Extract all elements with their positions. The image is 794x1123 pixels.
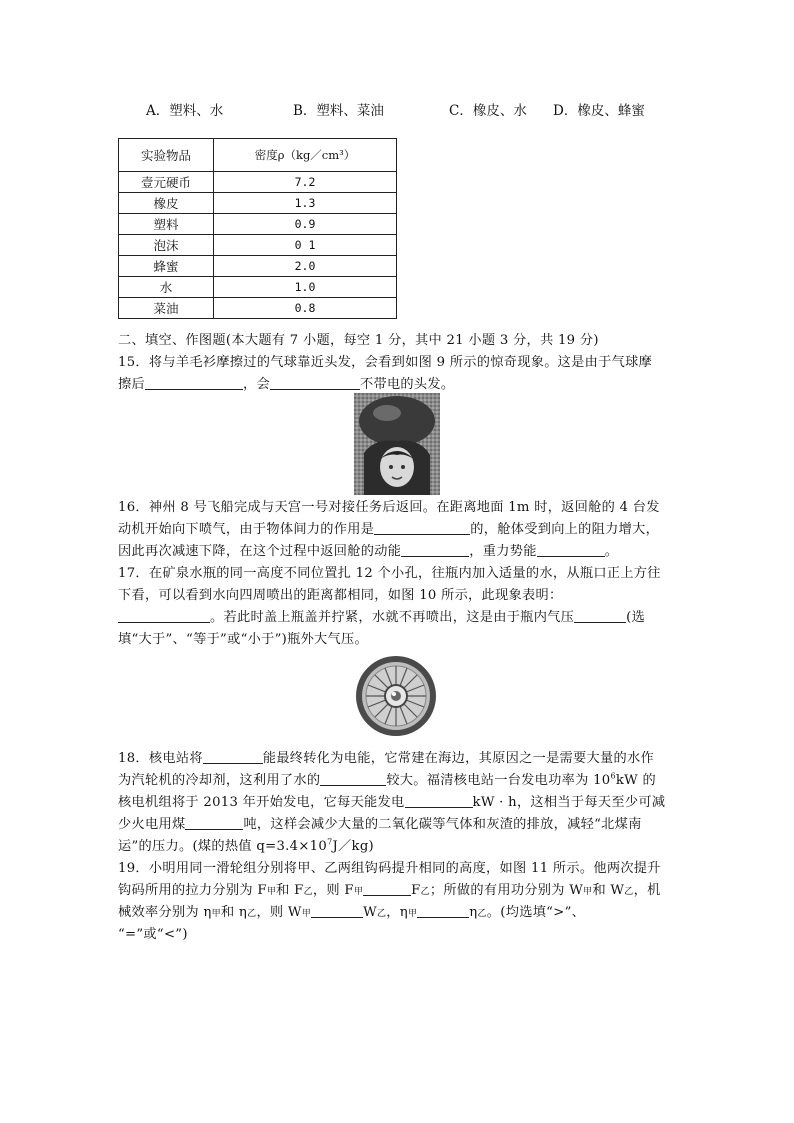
answer-blank[interactable] bbox=[401, 542, 469, 557]
table-cell: 蜂蜜 bbox=[119, 256, 214, 277]
q19-text: ，则 F bbox=[312, 883, 354, 898]
q19-line4: “=”或“<”) bbox=[118, 927, 188, 942]
q17-line3 bbox=[118, 607, 678, 629]
q17-line4: 填“大于”、“等于”或“小于”)瓶外大气压。 bbox=[118, 632, 369, 647]
answer-blank[interactable] bbox=[311, 903, 363, 918]
q19-text: ，机 bbox=[633, 883, 661, 898]
table-cell: 0 1 bbox=[214, 235, 397, 256]
q19-subscript: 甲 bbox=[211, 909, 221, 919]
q19-text: 钩码所用的拉力分别为 F bbox=[118, 883, 267, 898]
table-row bbox=[119, 277, 397, 298]
q19-text: W bbox=[363, 905, 377, 920]
q19-text: ；所做的有用功分别为 W bbox=[429, 883, 584, 898]
table-cell: 壹元硬币 bbox=[119, 172, 214, 193]
table-row bbox=[119, 235, 397, 256]
q18-text: 运”的压力。(煤的热值 q=3.4×10 bbox=[118, 839, 328, 854]
table-row bbox=[119, 193, 397, 214]
choice-a: A．塑料、水 bbox=[146, 103, 224, 119]
answer-blank[interactable] bbox=[145, 375, 243, 390]
q19-text: 和 W bbox=[592, 883, 625, 898]
q19-line3 bbox=[118, 902, 678, 925]
table-cell: 7.2 bbox=[214, 172, 397, 193]
q19-text: ，η bbox=[386, 905, 408, 920]
q18-line5 bbox=[118, 836, 678, 858]
section-heading: 二、填空、作图题(本大题有 7 小题，每空 1 分，其中 21 小题 3 分，共 19 分) bbox=[118, 333, 599, 348]
q19-subscript: 乙 bbox=[247, 909, 257, 919]
q19-subscript: 乙 bbox=[477, 909, 487, 919]
q18-text: 能最终转化为电能，它常建在海边，其原因之一是需要大量的水作 bbox=[262, 751, 654, 766]
q18-text: 吨，这样会减少大量的二氧化碳等气体和灰渣的排放，减轻“北煤南 bbox=[243, 817, 642, 832]
q19-subscript: 乙 bbox=[624, 887, 634, 897]
balloon-hair-photo bbox=[354, 393, 440, 495]
q19-line1: 19．小明用同一滑轮组分别将甲、乙两组钩码提升相同的高度，如图 11 所示。他两次提升 bbox=[118, 861, 661, 876]
table-row bbox=[119, 214, 397, 235]
q15-text: 擦后 bbox=[118, 377, 145, 392]
q18-exponent: 6 bbox=[610, 771, 616, 781]
q18-line3 bbox=[118, 792, 678, 814]
q16-line1: 16．神州 8 号飞船完成与天宫一号对接任务后返回。在距离地面 1m 时，返回舱的 4 台发 bbox=[118, 500, 660, 515]
q19-text: F bbox=[411, 883, 421, 898]
q18-text: kW · h，这相当于每天至少可减 bbox=[472, 795, 666, 810]
q16-text: 。 bbox=[604, 544, 619, 559]
q18-text: 核电机组将于 2013 年开始发电，它每天能发电 bbox=[118, 795, 405, 810]
q18-text: 为汽轮机的冷却剂，这利用了水的 bbox=[118, 773, 321, 788]
q19-text: 。(均选填“>”、 bbox=[486, 905, 586, 920]
answer-blank[interactable] bbox=[320, 771, 386, 786]
q16-line3 bbox=[118, 541, 678, 563]
q19-subscript: 乙 bbox=[420, 887, 430, 897]
q16-text: 动机开始向下喷气，由于物体间力的作用是 bbox=[118, 522, 375, 537]
answer-blank[interactable] bbox=[203, 749, 263, 764]
q15-text: ，会 bbox=[242, 377, 270, 392]
q19-subscript: 乙 bbox=[303, 887, 313, 897]
q19-text: 和 η bbox=[220, 905, 248, 920]
answer-blank[interactable] bbox=[270, 375, 360, 390]
q17-text: (选 bbox=[626, 610, 646, 625]
water-bottle-top-view bbox=[355, 655, 437, 737]
q19-text: 和 F bbox=[276, 883, 304, 898]
table-cell: 0.8 bbox=[214, 298, 397, 319]
table-cell: 2.0 bbox=[214, 256, 397, 277]
table-row bbox=[119, 298, 397, 319]
answer-blank[interactable] bbox=[537, 542, 605, 557]
q17-text: 。若此时盖上瓶盖并拧紧，水就不再喷出，这是由于瓶内气压 bbox=[210, 610, 575, 625]
q18-text: kW 的 bbox=[615, 773, 657, 788]
q16-text: 的，舱体受到向上的阻力增大， bbox=[470, 522, 660, 537]
q17-line1: 17．在矿泉水瓶的同一高度不同位置扎 12 个小孔，往瓶内加入适量的水，从瓶口正上方往 bbox=[118, 566, 661, 581]
table-cell: 1.3 bbox=[214, 193, 397, 214]
q18-text: 较大。福清核电站一台发电功率为 10 bbox=[386, 773, 611, 788]
table-cell: 1.0 bbox=[214, 277, 397, 298]
q19-subscript: 甲 bbox=[301, 909, 312, 919]
table-cell: 菜油 bbox=[119, 298, 214, 319]
q15-text: 不带电的头发。 bbox=[359, 377, 455, 392]
table-cell: 塑料 bbox=[119, 214, 214, 235]
q16-text: 因此再次减速下降，在这个过程中返回舱的动能 bbox=[118, 544, 402, 559]
q18-exponent: 7 bbox=[327, 837, 333, 847]
q18-text: J／kg) bbox=[332, 839, 375, 854]
table-cell: 橡皮 bbox=[119, 193, 214, 214]
q19-subscript: 乙 bbox=[376, 909, 387, 919]
q18-line2 bbox=[118, 770, 678, 792]
choice-b: B．塑料、菜油 bbox=[293, 103, 384, 119]
table-cell: 水 bbox=[119, 277, 214, 298]
answer-blank[interactable] bbox=[417, 903, 469, 918]
q16-text: ，重力势能 bbox=[469, 544, 537, 559]
table-cell: 泡沫 bbox=[119, 235, 214, 256]
answer-blank[interactable] bbox=[574, 608, 626, 623]
choice-d: D．橡皮、蜂蜜 bbox=[553, 103, 645, 119]
table-header-cell: 实验物品 bbox=[119, 139, 214, 172]
density-table bbox=[118, 138, 397, 319]
q19-subscript: 甲 bbox=[266, 887, 277, 897]
q18-text: 18．核电站将 bbox=[118, 751, 203, 766]
table-cell: 0.9 bbox=[214, 214, 397, 235]
q16-line2 bbox=[118, 519, 678, 541]
q19-text: ，则 W bbox=[256, 905, 302, 920]
q19-line2 bbox=[118, 880, 678, 903]
q19-subscript: 甲 bbox=[353, 887, 364, 897]
choice-c: C．橡皮、水 bbox=[449, 103, 527, 119]
answer-blank[interactable] bbox=[405, 793, 473, 808]
q19-text: 械效率分别为 η bbox=[118, 905, 212, 920]
q17-line2: 下看，可以看到水向四周喷出的距离都相同，如图 10 所示，此现象表明： bbox=[118, 588, 563, 603]
q19-subscript: 甲 bbox=[407, 909, 418, 919]
q18-line1 bbox=[118, 748, 678, 770]
table-row bbox=[119, 172, 397, 193]
answer-blank[interactable] bbox=[185, 815, 243, 830]
answer-blank[interactable] bbox=[374, 520, 470, 535]
answer-blank[interactable] bbox=[118, 608, 210, 623]
q19-text: η bbox=[469, 905, 478, 920]
q19-subscript: 甲 bbox=[583, 887, 593, 897]
q18-text: 少火电用煤 bbox=[118, 817, 186, 832]
answer-blank[interactable] bbox=[363, 881, 411, 896]
q15-line1: 15．将与羊毛衫摩擦过的气球靠近头发，会看到如图 9 所示的惊奇现象。这是由于气球摩 bbox=[118, 355, 653, 370]
q18-line4 bbox=[118, 814, 678, 836]
table-header-row bbox=[119, 139, 397, 172]
table-header-cell: 密度ρ（kg／cm³） bbox=[214, 139, 397, 172]
table-row bbox=[119, 256, 397, 277]
